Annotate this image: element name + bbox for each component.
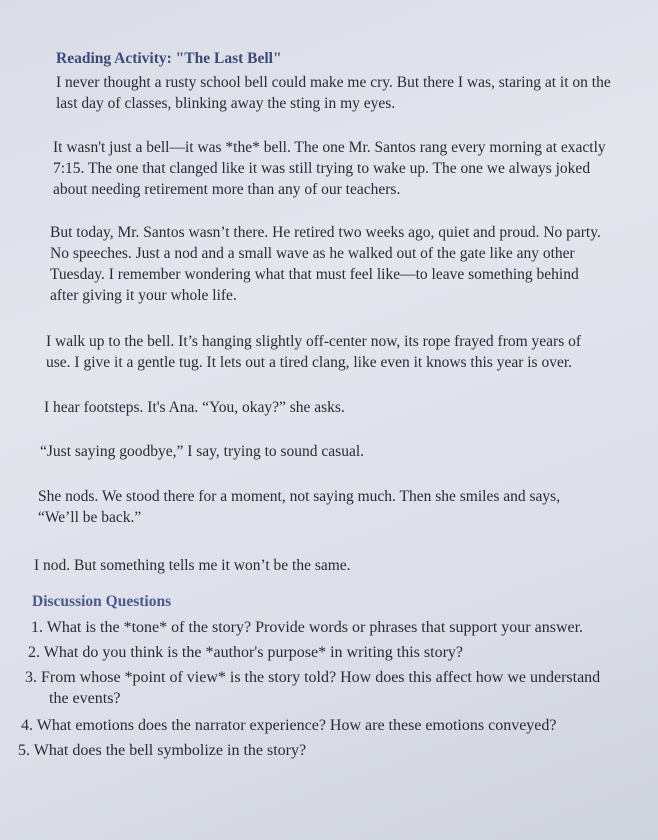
story-paragraph-2 bbox=[53, 137, 606, 200]
paragraph-line: use. I give it a gentle tug. It lets out a tired clang, like even it knows this year is over. bbox=[46, 354, 573, 371]
paragraph-line: 7:15. The one that clanged like it was still trying to wake up. The one we always joked bbox=[53, 160, 591, 177]
paragraph-line: I walk up to the bell. It’s hanging slightly off-center now, its rope frayed from years of bbox=[46, 333, 582, 350]
paragraph-line: She nods. We stood there for a moment, not saying much. Then she smiles and says, bbox=[38, 488, 561, 505]
story-paragraph-7 bbox=[38, 486, 560, 528]
question-line: 5. What does the bell symbolize in the story? bbox=[18, 742, 307, 759]
paragraph-line: after giving it your whole life. bbox=[50, 287, 237, 304]
question-4 bbox=[21, 715, 557, 736]
question-1 bbox=[31, 617, 583, 638]
paragraph-line: Tuesday. I remember wondering what that must feel like—to leave something behind bbox=[50, 266, 579, 283]
paragraph-line: It wasn't just a bell—it was *the* bell. The one Mr. Santos rang every morning at exactly bbox=[53, 139, 606, 156]
paragraph-line: “Just saying goodbye,” I say, trying to sound casual. bbox=[40, 443, 365, 460]
story-paragraph-5 bbox=[44, 397, 345, 418]
question-2 bbox=[28, 642, 463, 663]
story-paragraph-4 bbox=[46, 331, 581, 373]
question-line: 4. What emotions does the narrator experience? How are these emotions conveyed? bbox=[21, 717, 557, 734]
question-line: the events? bbox=[49, 690, 121, 707]
discussion-questions-heading: Discussion Questions bbox=[32, 593, 172, 610]
paragraph-line: about needing retirement more than any of our teachers. bbox=[53, 181, 401, 198]
paragraph-line: “We’ll be back.” bbox=[38, 509, 142, 526]
question-line: 3. From whose *point of view* is the story told? How does this affect how we understand bbox=[25, 669, 601, 686]
paragraph-line: I never thought a rusty school bell could make me cry. But there I was, staring at it on the bbox=[56, 74, 611, 91]
question-3 bbox=[25, 667, 600, 709]
paragraph-line: No speeches. Just a nod and a small wave as he walked out of the gate like any other bbox=[50, 245, 575, 262]
story-paragraph-8 bbox=[34, 555, 351, 576]
question-line: 1. What is the *tone* of the story? Provide words or phrases that support your answer. bbox=[31, 619, 584, 636]
page-title: Reading Activity: "The Last Bell" bbox=[56, 50, 282, 67]
paragraph-line: I nod. But something tells me it won’t be the same. bbox=[34, 557, 351, 574]
paragraph-line: But today, Mr. Santos wasn’t there. He retired two weeks ago, quiet and proud. No party. bbox=[50, 224, 601, 241]
question-5 bbox=[18, 740, 306, 761]
question-line: 2. What do you think is the *author's purpose* in writing this story? bbox=[28, 644, 463, 661]
story-paragraph-6 bbox=[40, 441, 364, 462]
story-paragraph-3 bbox=[50, 222, 601, 306]
paragraph-line: I hear footsteps. It's Ana. “You, okay?” she asks. bbox=[44, 399, 345, 416]
story-paragraph-1 bbox=[56, 72, 611, 114]
paragraph-line: last day of classes, blinking away the sting in my eyes. bbox=[56, 95, 396, 112]
